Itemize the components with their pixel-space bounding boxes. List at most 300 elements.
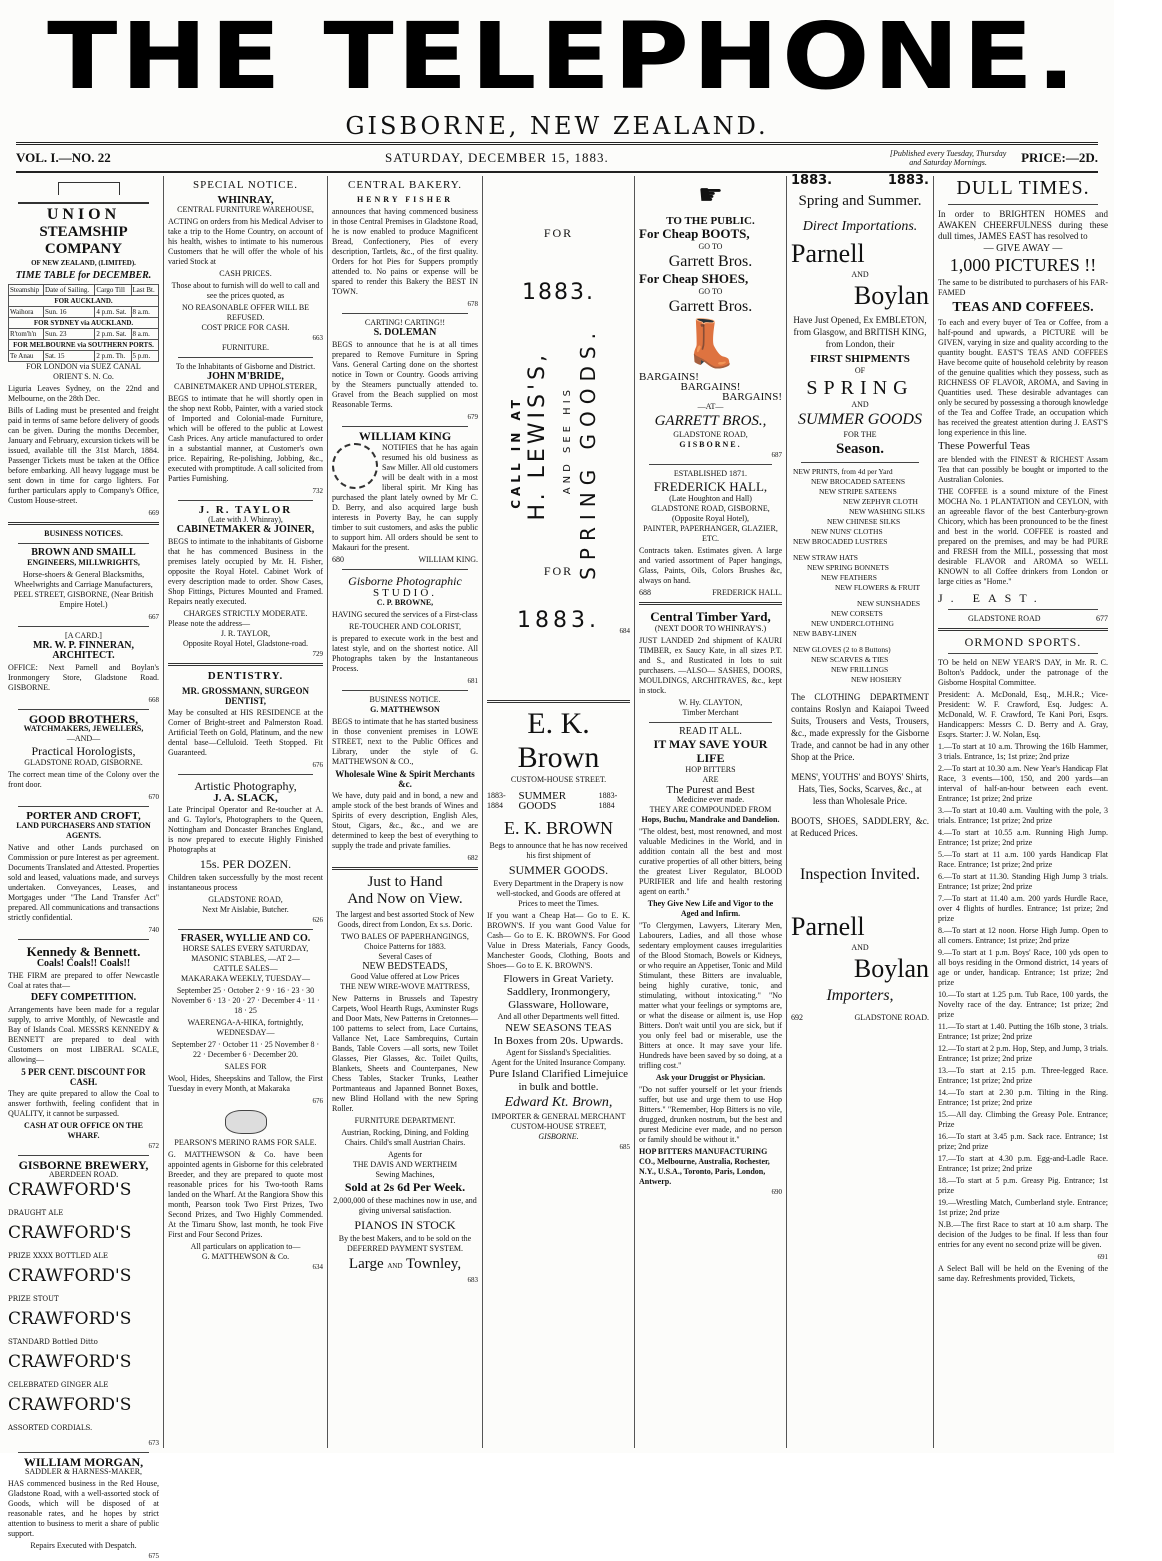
grossmann-body: May be consulted at HIS RESIDENCE at the Corner of Bright-street and Palmerston Road. Artificial Teeth on Gold, Platinum, and the new dental base—Celluloid. Teeth Stopped. Fit Guaranteed.	[168, 708, 323, 757]
large-name: Large	[348, 1256, 384, 1272]
list-item: NEW CORSETS	[831, 609, 883, 618]
compounded-line: THEY ARE COMPOUNDED FROM	[649, 805, 772, 814]
garrett-bros-2: Garrett Bros.	[668, 298, 753, 315]
direct-importations: Direct Importations.	[802, 219, 918, 234]
sold-body: 2,000,000 of these machines now in use, and giving universal satisfaction.	[333, 1196, 477, 1215]
hop-body: "The oldest, best, most renowned, and most valuable Medicines in the World, and in addition contain all the best and most curative properties of all other bitters, being the greatest Liver Regulator, BLOOD PURIFIER and life and health restoring agent on earth."	[639, 827, 782, 896]
price-line: 15s. PER DOZEN.	[199, 857, 292, 871]
masthead-title: THE TELEPHONE.	[47, 3, 1079, 110]
pointing-hand-icon: ☛	[697, 180, 724, 211]
clayton-sub: Timber Merchant	[682, 708, 739, 717]
list-item: NEW WASHING SILKS	[849, 507, 925, 516]
volume-number: VOL. I.—NO. 22	[16, 150, 111, 165]
wine-heading: Wholesale Wine & Spirit Merchants &c.	[335, 769, 475, 789]
steamship-icon	[18, 178, 149, 204]
gisborne-word: GISBORNE.	[679, 440, 742, 449]
section-heading: BUSINESS NOTICES.	[44, 529, 123, 538]
jth-body: The largest and best assorted Stock of New Goods, direct from London, Ex s.s. Doric.	[335, 910, 475, 929]
union-subtitle: STEAMSHIP COMPANY	[39, 224, 128, 257]
column-3	[328, 176, 483, 1448]
union-limited: OF NEW ZEALAND, (LIMITED).	[31, 259, 136, 267]
parnell-body: Have Just Opened, Ex EMBLETON, from Glasgow, and BRITISH KING, from London, their	[793, 315, 927, 349]
ram-icon	[225, 1110, 267, 1134]
morgan-body: HAS commenced business in the Red House, Gladstone Road, with a well-assorted stock of Goods, which will be disposed of at reasonable rates, and he hopes by strict attention to business to merit a share of public support.	[8, 1479, 159, 1538]
table-cell: Sun. 23	[44, 329, 95, 340]
table-cell: 2 p.m. Th.	[95, 351, 131, 362]
section-heading: SPECIAL NOTICE.	[192, 179, 299, 191]
purest-line: The Purest and Best	[666, 784, 755, 796]
coffee-body: THE COFFEE is a sound mixture of the Finest MOCHA No. 1 PLANTATION and CEYLON, with an agreeable flavor of the best Canterbury-grown Chicory, which has been pronounced to be the finest and best in the world. COFFEE is roasted and prepared on the premises, and may be had PURE and FRESH from the MILL, possessing that most desirable FLAVOR and AROMA so WELL KNOWN to all Coffee drinkers from London or large cities as "Home."	[938, 487, 1108, 586]
list-item: 8.—To start at 12 noon. Horse High Jump. Open to all comers. Entrance; 1st prize; 2nd prize	[938, 926, 1108, 945]
issue-date: SATURDAY, DECEMBER 15, 1883.	[385, 150, 609, 165]
browne-title: C. P. BROWNE,	[376, 598, 434, 607]
good-brothers-horologists: Practical Horologists,	[31, 744, 136, 758]
saw-blade-icon	[332, 443, 378, 489]
cheap-boots: For Cheap BOOTS,	[639, 226, 750, 241]
list-item: NEW BABY-LINEN	[793, 629, 857, 638]
ad-number: 692	[791, 1013, 803, 1022]
year-right: 1883.	[887, 173, 929, 188]
ormond-heading: ORMOND SPORTS.	[964, 635, 1082, 649]
spring-summer-heading: Spring and Summer.	[798, 193, 922, 209]
ad-number: 626	[312, 916, 323, 924]
bargains-3: BARGAINS!	[722, 391, 782, 403]
route-label: FOR SYDNEY via AUCKLAND.	[9, 318, 159, 329]
davis-line: THE DAVIS AND WERTHEIM	[352, 1160, 458, 1169]
east-address: GLADSTONE ROAD	[968, 614, 1041, 623]
apply-line: All particulars on application to—	[190, 1242, 301, 1251]
list-item: 16.—To start at 3.45 p.m. Sack race. Entrance; 1st prize; 2nd prize	[938, 1132, 1108, 1151]
ad-number: 634	[312, 1263, 323, 1271]
matthewson-title: G. MATTHEWSON	[370, 705, 440, 714]
ormond-body: TO be held on NEW YEAR'S DAY, in Mr. R. C. Bolton's Paddock, under the patronage of the Gisborne Hospital Committee.	[938, 658, 1108, 687]
ek-brown-body-2: Every Department in the Drapery is now well-stocked, and Goods are offered at Prices to meet the Times.	[493, 879, 624, 908]
column-6	[787, 173, 934, 1448]
good-brothers-and: —AND—	[66, 734, 101, 743]
list-item: NEW STRAW HATS	[793, 553, 858, 562]
table-cell: R'tom'h'n	[9, 329, 44, 340]
list-item: NEW STRIPE SATEENS	[819, 487, 897, 496]
hall-trade: PAINTER, PAPERHANGER, GLAZIER, ETC.	[643, 524, 778, 543]
custom-house-line: CUSTOM-HOUSE STREET.	[510, 775, 607, 784]
table-cell: Sun. 16	[44, 307, 95, 318]
new-life-line: They Give New Life and Vigor to the Aged and Infirm.	[647, 899, 774, 918]
table-row	[9, 307, 159, 318]
ad-number: 678	[467, 300, 478, 308]
boylan-title: Boylan	[853, 281, 929, 310]
hall-sign: FREDERICK HALL.	[712, 588, 782, 597]
ask-line: Ask your Druggist or Physician.	[655, 1073, 766, 1082]
list-item: CRAWFORD'S DRAUGHT ALE	[8, 1180, 132, 1217]
morgan-title: WILLIAM MORGAN,	[23, 1455, 144, 1469]
hops-line: Hops, Buchu, Mandrake and Dandelion.	[641, 815, 780, 824]
pictures-heading: 1,000 PICTURES !!	[949, 255, 1097, 275]
bargains-1: BARGAINS!	[639, 371, 699, 383]
list-item: NEW SUNSHADES	[857, 599, 920, 608]
goods-list	[791, 467, 929, 685]
table-cell: 8 a.m.	[131, 329, 158, 340]
column-7	[934, 176, 1112, 1448]
rams-heading: PEARSON'S MERINO RAMS FOR SALE.	[174, 1138, 317, 1147]
ad-number: 663	[312, 334, 323, 342]
hop-bitters: HOP BITTERS	[685, 765, 736, 774]
parnell-title: Parnell	[791, 239, 865, 268]
finneran-title: MR. W. P. FINNERAN, ARCHITECT.	[32, 640, 135, 661]
column-4	[483, 176, 635, 1448]
table-header: Last Bt.	[131, 285, 158, 296]
list-item: NEW HOSIERY	[851, 675, 902, 684]
dateline	[16, 142, 1098, 173]
brown-smaill-sub: ENGINEERS, MILLWRIGHTS,	[27, 558, 140, 567]
pianos-body: By the best Makers, and to be sold on the DEFERRED PAYMENT SYSTEM.	[338, 1234, 472, 1253]
list-item: NEW GLOVES (2 to 8 Buttons)	[793, 645, 891, 654]
defy-heading: DEFY COMPETITION.	[30, 992, 137, 1003]
ad-number: 685	[619, 1143, 630, 1151]
carting-heading: CARTING! CARTING!!	[364, 318, 446, 327]
of-word: OF	[854, 366, 866, 375]
and-word-3: AND	[851, 943, 869, 952]
list-item: NEW SCARVES & TIES	[811, 655, 889, 664]
inhabitants-line: To the Inhabitants of Gisborne and District.	[175, 362, 316, 371]
studio-title: STUDIO.	[372, 587, 438, 599]
taylor-name: J. R. TAYLOR,	[220, 629, 271, 638]
good-brothers-body: The correct mean time of the Colony over the front door.	[8, 770, 159, 789]
table-cell: 5 p.m.	[131, 351, 158, 362]
good-brothers-sub: WATCHMAKERS, JEWELLERS,	[23, 724, 144, 733]
column-5	[635, 176, 787, 1448]
timber-title: Central Timber Yard,	[650, 609, 771, 624]
hall-address: GLADSTONE ROAD, GISBORNE, (Opposite Royal Hotel),	[651, 504, 770, 523]
ad-number: 672	[148, 1142, 159, 1150]
year-left: 1883.	[791, 173, 833, 188]
ad-number: 679	[467, 413, 478, 421]
list-item: 15.—All day. Climbing the Greasy Pole. Entrance; Prize	[938, 1110, 1108, 1129]
and-word: AND	[387, 1262, 403, 1270]
waerenga-line: WAERENGA-A-HIKA, fortnightly, WEDNESDAY—	[187, 1018, 304, 1037]
photography-heading: Artistic Photography,	[194, 779, 297, 793]
hall-body: Contracts taken. Estimates given. A large and varied assortment of Paper hangings, Glass, Paints, Oils, Colors Brushes &c, always on hand.	[639, 546, 782, 585]
refused-line: NO REASONABLE OFFER WILL BE REFUSED.	[181, 303, 310, 322]
ad-number: 729	[312, 650, 323, 658]
list-item: 14.—To start at 2.30 p.m. Tilting in the Ring. Entrance; 1st prize; 2nd prize	[938, 1088, 1108, 1107]
boot-icon: 👢	[681, 318, 740, 369]
ad-number: 670	[148, 793, 159, 801]
spring-goods: SPRING GOODS.	[576, 326, 600, 580]
list-item: 2.—To start at 10.30 a.m. New Year's Handicap Flat Race, 3 events—100, 150, and 200 yards—an interval of half-an-hour between each event. Entrance; 1st prize; 2nd prize	[938, 764, 1108, 803]
flowers-line: Flowers in Great Variety.	[503, 973, 614, 985]
list-item: NEW UNDERCLOTHING	[811, 619, 894, 628]
bargains-2: BARGAINS!	[680, 381, 741, 393]
crawford-list	[8, 1180, 159, 1438]
list-item: 4.—To start at 10.55 a.m. Running High Jump. Entrance; 1st prize; 2nd prize	[938, 828, 1108, 847]
at-line: —AT—	[697, 402, 724, 411]
wharf-heading: CASH AT OUR OFFICE ON THE WHARF.	[24, 1121, 143, 1140]
liguria-text: Liguria Leaves Sydney, on the 22nd and Melbourne, on the 28th Dec.	[8, 384, 159, 403]
list-item: 19.—Wrestling Match, Cumberland style. Entrance; 1st prize; 2nd prize	[938, 1198, 1108, 1217]
spring-word: SPRING	[806, 377, 914, 399]
route-label: FOR AUCKLAND.	[9, 296, 159, 307]
brown-smaill-title: BROWN AND SMAILL	[31, 547, 136, 558]
list-item: NEW NUNS' CLOTHS	[811, 527, 883, 536]
list-item: NEW BROCADED LUSTRES	[793, 537, 888, 546]
timetable	[8, 284, 159, 362]
taylor-address: Opposite Royal Hotel, Gladstone-road.	[182, 639, 309, 648]
importer-line: IMPORTER & GENERAL MERCHANT	[491, 1112, 626, 1121]
east-sign: J. EAST.	[938, 591, 1045, 605]
wool-line: Wool, Hides, Sheepskins and Tallow, the First Tuesday in every Month, at Makaraka	[168, 1074, 323, 1093]
good-brothers-title: GOOD BROTHERS,	[28, 712, 139, 726]
matthewson-sign: G. MATTHEWSON & Co.	[201, 1252, 290, 1261]
mbride-body: BEGS to intimate that he will shortly open in the shop next Robb, Painter, with a varied stock of Imported and Colonial-made Furniture, which will be offered to the public at Lowest Cash Prices. Any article manufactured to order in a substantial manner, at Customer's own price. Repairing, Re-polishing, Jobbing, &c., executed with promptitude. A call solicited from Parties Furnishing.	[168, 394, 323, 483]
list-item: 10.—To start at 1.25 p.m. Tub Race, 100 yards, the Novelty race of the day. Entrance; 1st prize; 2nd prize	[938, 990, 1108, 1019]
are-word: ARE	[702, 775, 719, 784]
brewery-title: GISBORNE BREWERY,	[18, 1158, 149, 1172]
retoucher-line: RE-TOUCHER AND COLORIST,	[349, 622, 461, 631]
ormond-nb: N.B.—The first Race to start at 10 a.m sharp. The decision of the Judges to be final. If less than four entries for any event no second prize will be given.	[938, 1220, 1108, 1249]
powerful-teas: These Powerful Teas	[938, 440, 1030, 452]
list-item: 7.—To start at 11.40 a.m. 200 yards Hurdle Race, over 4 flights of hurdles. Entrance; 1st prize; 2nd prize	[938, 894, 1108, 923]
table-cell: 8 a.m.	[131, 307, 158, 318]
table-cell: Te Anau	[9, 351, 44, 362]
slack-body: Late Principal Operator and Re-toucher at A. and G. Taylor's, Photographers to the Queen, Nottingham and Doncaster Branches England, is now prepared to execute Highly Finished Photographs at	[168, 805, 323, 854]
mbride-sub: CABINETMAKER AND UPHOLSTERER,	[174, 382, 317, 391]
list-item: NEW FEATHERS	[821, 573, 877, 582]
agent-line-2: Agent for the United Insurance Company.	[491, 1058, 626, 1067]
paperhangings-sub: Choice Patterns for 1883.	[364, 942, 446, 951]
parnell-title-2: Parnell	[791, 912, 865, 941]
for-the: FOR THE	[843, 430, 877, 439]
sold-heading: Sold at 2s 6d Per Week.	[344, 1180, 466, 1194]
give-away: — GIVE AWAY —	[983, 243, 1063, 254]
importers-word: Importers,	[826, 987, 894, 1004]
waerenga-dates: September 27 · October 11 · 25 November 8 · 22 · December 6 · December 20.	[171, 1040, 320, 1059]
fisher-title: HENRY FISHER	[356, 195, 454, 204]
list-item: 5.—To start at 11 a.m. 100 yards Handicap Flat Race. Entrance; 1st prize; 2nd prize	[938, 850, 1108, 869]
cost-line: COST PRICE FOR CASH.	[201, 323, 290, 332]
go-to-2: GO TO	[698, 287, 723, 296]
union-body: Bills of Lading must be presented and freight paid in terms of same before delivery of goods can be given. During the months December, January and February, excursion tickets will be issued, available till the 31st March, 1884. Passenger Tickets must be taken at the Office before embarking. All heavy luggage must be sent down in time for cargo lighters. For further particulars apply to Company's Office, Custom House-street.	[8, 406, 159, 505]
porter-croft-sub: LAND PURCHASERS AND STATION AGENTS.	[16, 821, 151, 840]
list-item: CRAWFORD'S CELEBRATED GINGER ALE	[8, 1352, 132, 1389]
medicine-line: Medicine ever made.	[676, 795, 745, 804]
edward-brown-sign: Edward Kt. Brown,	[504, 1095, 613, 1110]
masthead-place: GISBORNE, NEW ZEALAND.	[345, 112, 769, 140]
inspection-invited: Inspection Invited.	[800, 866, 920, 883]
list-item: NEW SPRING BONNETS	[807, 563, 889, 572]
ad-number: 677	[1096, 614, 1108, 623]
furniture-heading: FURNITURE.	[222, 343, 269, 352]
table-cell: 4 p.m. Sat.	[95, 307, 131, 318]
to-the-public: TO THE PUBLIC.	[666, 215, 755, 227]
timetable-title: TIME TABLE for DECEMBER.	[15, 270, 152, 281]
ad-number: 690	[771, 1188, 782, 1196]
ad-number: 691	[1097, 1253, 1108, 1261]
cases-line: Several Cases of	[378, 952, 432, 961]
ormond-officials: President: A. McDonald, Esq., M.H.R.; Vice-President: W. F. Crawford, Esq. Judges: A. McDonald, W. F. Crawford, Te Kani Pori, Esqrs. Handicappers: Messrs C. D. Berry and A. Gray, Esqrs. Starter: J. W. Nolan, Esq.	[938, 690, 1108, 739]
paperhangings-line: TWO BALES OF PAPERHANGINGS,	[341, 932, 469, 941]
gladstone-road: GLADSTONE ROAD,	[673, 430, 748, 439]
clothing-dept: The CLOTHING DEPARTMENT contains Roslyn and Kaiapoi Tweed Suits, Trousers and Vests, Trousers, &c., made expressly for the Gisborne Trade, and cannot be had in any other Shop at the Price.	[791, 692, 929, 762]
established-line: ESTABLISHED 1871.	[673, 469, 748, 478]
column-2	[164, 176, 328, 1448]
list-item: 11.—To start at 1.40. Putting the 16lb stone, 3 trials. Entrance; 1st prize; 2nd prize	[938, 1022, 1108, 1041]
list-item: NEW BROCADED SATEENS	[811, 477, 906, 486]
coals-heading: Coals! Coals!! Coals!!	[36, 958, 131, 969]
ad-number: 684	[619, 627, 630, 635]
matthewson-body: G. MATTHEWSON & Co. have been appointed agents in Gisborne for this celebrated Breeder, and they are prepared to quote most reasonable prices for his Two-tooth Rams landed on the Wharf. At the Rangiora Show this month, Pearson took Two First Prizes, Two Second Prizes, and Two Highly Commended. At the Timaru Show, last month, he took Five First and Four Second Prizes.	[168, 1150, 323, 1239]
years-right: 1883-1884	[598, 791, 618, 810]
publication-schedule: [Published every Tuesday, Thursday and Saturday Mornings.	[889, 149, 1007, 167]
timber-body: JUST LANDED 2nd shipment of KAURI TIMBER, ex Saucy Kate, in all sizes P.T. and S., and Rusticated in lots to suit purchasers. —ALSO— SASHES, DOORS, MOULDINGS, ARCHITRAVES, &c., kept in stock.	[639, 636, 782, 695]
table-row	[9, 329, 159, 340]
doleman-title: S. DOLEMAN	[373, 327, 437, 338]
orient-line: ORIENT S. N. Co.	[53, 372, 114, 381]
finneran-body: OFFICE: Next Parnell and Boylan's Ironmongery Store, Gladstone Road. GISBORNE.	[8, 663, 159, 692]
east-body-4: are blended with the FINEST & RICHEST Assam Tea that can possibly be bought or imported to the Australian Colonies.	[938, 455, 1108, 484]
table-cell: 2 p.m. Sat.	[95, 329, 131, 340]
ad-number: 668	[148, 696, 159, 704]
hall-late: (Late Houghton and Hall)	[669, 494, 752, 503]
list-item: NEW FRILLINGS	[831, 665, 889, 674]
whinray-body: ACTING on orders from his Medical Adviser to take a trip to the Home Country, on account of his health, wishes to intimate to his numerous Customers that he will offer the whole of his varied Stock at	[168, 217, 323, 266]
list-item: 1.—To start at 10 a.m. Throwing the 16lb Hammer, 3 trials. Entrance, 1s; 1st prize; 2nd prize	[938, 742, 1108, 761]
slack-body-2: Children taken successfully by the most recent instantaneous process	[168, 873, 323, 892]
hop-company: HOP BITTERS MANUFACTURING CO., Melbourne, Australia, Rochester, N.Y., U.S.A., Toronto, Paris, London, Antwerp.	[639, 1147, 770, 1186]
teas-coffees-heading: TEAS AND COFFEES.	[952, 300, 1094, 315]
kennedy-title: Kennedy & Bennett.	[26, 944, 141, 959]
year-1883-2: 1883.	[517, 608, 600, 633]
ad-number: 675	[148, 1552, 159, 1560]
ek-brown-body: Begs to announce that he has now received his first shipment of	[489, 841, 628, 860]
dentistry-heading: DENTISTRY.	[207, 670, 284, 682]
sewing-line: Sewing Machines,	[375, 1170, 435, 1179]
table-header: Cargo Till	[95, 285, 131, 296]
go-to: GO TO	[698, 242, 723, 251]
garrett-bros-3: GARRETT BROS.,	[654, 413, 767, 429]
list-item: 13.—To start at 2.15 p.m. Three-legged Race. Entrance; 1st prize; 2nd prize	[938, 1066, 1108, 1085]
list-item: 9.—To start at 1 p.m. Boys' Race, 100 yds open to all boys residing in the Ormond district, 14 years of age or under, handicap. Entrance; 1st prize; 2nd prize	[938, 948, 1108, 987]
kennedy-body: THE FIRM are prepared to offer Newcastle Coal at rates that—	[8, 971, 159, 990]
summer-goods: SUMMER GOODS	[798, 411, 922, 428]
king-title: WILLIAM KING	[358, 429, 452, 443]
business-notice-heading: BUSINESS NOTICE.	[369, 695, 441, 704]
list-item: CRAWFORD'S ASSORTED CORDIALS.	[8, 1395, 132, 1432]
ball-line: A Select Ball will be held on the Evening of the same day. Refreshments provided, Tickets,	[938, 1264, 1108, 1283]
fraser-sub: HORSE SALES EVERY SATURDAY, MASONIC STABLES, —AT 2—	[182, 944, 309, 963]
cattle-heading: CATTLE SALES—	[213, 964, 278, 973]
grossmann-title: MR. GROSSMANN, SURGEON DENTIST,	[181, 686, 309, 706]
cheap-list: If you want a Cheap Hat— Go to E. K. BROWN'S. If you want Good Value for Cash— Go to E. K. BROWN'S. For Good Value in Dress Materials, Fancy Goods, Manchester Goods, Clothing, Boots and Shoes— Go to E. K. BROWN'S.	[487, 911, 630, 970]
mattress-heading: THE NEW WIRE-WOVE MATTRESS,	[340, 982, 470, 991]
table-header: Steamship	[9, 285, 44, 296]
route-label: FOR MELBOURNE via SOUTHERN PORTS.	[9, 340, 159, 351]
lewis-name: H. LEWIS'S,	[525, 351, 550, 521]
ad-number: 682	[467, 854, 478, 862]
ad-number: 681	[467, 677, 478, 685]
garrett-bros: Garrett Bros.	[668, 253, 753, 270]
hop-body-2: "To Clergymen, Lawyers, Literary Men, Labourers, Ladies, and all those whose sedentary employment causes irregularities of the Blood Stomach, Bowels or Kidneys, or who require an Appetiser, Tonic and Mild Stimulant, these Bitters are invaluable, being highly curative, tonic, and stimulating, without intoxicating." "No matter what your feelings or symptoms are, or what the disease or ailment is, use Hop Bitters. Don't wait until you are sick, but if you only feel bad or miserable, use the Bitters at once. It may save your life. Hundreds have been saved by so doing, at a trifling cost."	[639, 921, 782, 1070]
matthewson-notice-body: BEGS to intimate that he has started business in those convenient premises in LOWE STREET, next to the Public Offices and Library, under the style of G. MATTHEWSON & CO.,	[332, 717, 478, 766]
mbride-title: JOHN M'BRIDE,	[207, 371, 284, 382]
doleman-body: BEGS to announce that he is at all times prepared to Remove Furniture in Spring Vans. General Carting done on the shortest notice in Town or Country. Goods arriving by the Steamers punctually attended to. Gravel from the Beach supplied on most Reasonable Terms.	[332, 340, 478, 409]
agents-line: Agents for	[388, 1150, 422, 1159]
mattress-body: New Patterns in Brussels and Tapestry Carpets, Wool Hearth Rugs, Axminster Rugs and Door Mats, New Patterns in Cretonnes—100 patterns to select from, Lace Curtains, Vallance Net, Lace Sambrequins, Curtain Bands, Table Covers —all sorts, new Toilet Glasses, Pier Glasses, &c. Toilet Quilts, Blankets, Sheets and Counterpanes, New Chess Tables, Stacker Trunks, Leather Portmanteaus and Japanned Bonnet Boxes, new Blind Holland with the new Spring Roller.	[332, 994, 478, 1113]
east-body-3: To each and every buyer of Tea or Coffee, from a half-pound and upwards, a PICTURE will be GIVEN, varying in size and quality according to the quantity bought. EAST'S TEAS AND COFFEES Have become quite of household celebrity by reason of the genuine qualities which they possess, such as RICHNESS OF FLAVOR, AROMA, and Saving in Quantities used. These desirable advantages can only be secured by possessing a thorough knowledge of the Tea and Coffee Trade, an occupation which has received the greatest attention during J. EAST'S long experience in this line.	[938, 318, 1108, 437]
route-label: FOR LONDON via SUEZ CANAL	[26, 362, 141, 371]
boylan-title-2: Boylan	[853, 954, 929, 983]
king-sign: WILLIAM KING.	[418, 555, 478, 564]
slack-title: J. A. SLACK,	[213, 792, 278, 804]
ek-brown-title: E. K. Brown	[517, 707, 600, 774]
morgan-sub: SADDLER & HARNESS-MAKER,	[24, 1467, 143, 1476]
brown-smaill-body: Horse-shoers & General Blacksmiths, Wheelwrights and Carriage Manufacturers, PEEL STREET, GISBORNE, (Near British Empire Hotel.)	[13, 570, 154, 609]
east-body: In order to BRIGHTEN HOMES and AWAKEN CHEERFULNESS during these dull times, JAMES EAST has resolved to	[938, 209, 1108, 241]
ad-number: 667	[148, 613, 159, 621]
cheap-shoes: For Cheap SHOES,	[639, 271, 749, 286]
cash-prices: CASH PRICES.	[219, 269, 272, 278]
bakery-heading: CENTRAL BAKERY.	[347, 179, 462, 191]
photographic-title: Gisborne Photographic	[348, 574, 462, 588]
table-cell: Waihora	[9, 307, 44, 318]
union-title: UNION	[46, 206, 121, 223]
bedsteads-sub: Good Value offered at Low Prices	[350, 972, 460, 981]
sales-for: SALES FOR	[224, 1062, 267, 1071]
whinray-sub: CENTRAL FURNITURE WAREHOUSE,	[177, 205, 314, 214]
list-item: 12.—To start at 2 p.m. Hop, Step, and Jump, 3 trials. Entrance; 1st prize; 2nd prize	[938, 1044, 1108, 1063]
taylor-body: BEGS to intimate to the inhabitants of Gisborne that he has commenced Business in the premises lately occupied by Mr. H. Fisher, opposite the Royal Hotel. Cabinet Work of every description made to order. Show Cases, Shop Fittings, Pictures Mounted and Framed. Repairs neatly executed.	[168, 537, 323, 606]
furniture-dept-heading: FURNITURE DEPARTMENT.	[354, 1116, 456, 1125]
taylor-late: (Late with J. Whinray),	[208, 515, 283, 524]
makaraka-line: MAKARAKA WEEKLY, TUESDAY—	[181, 974, 310, 983]
table-cell: Sat. 15	[44, 351, 95, 362]
read-it-all: READ IT ALL.	[679, 726, 742, 737]
first-shipments: FIRST SHIPMENTS	[810, 353, 910, 365]
dull-times-heading: DULL TIMES.	[956, 177, 1090, 199]
matthewson-notice-body-2: We have, duty paid and in bond, a new and ample stock of the best brands of Wines and Spirits of every description, English Ales, Stout, Cigars, &c., &c., and we are determined to keep the best of everything to supply the trade and private families.	[332, 791, 478, 850]
charges-line: CHARGES STRICTLY MODERATE.	[183, 609, 308, 618]
list-item: NEW CHINESE SILKS	[827, 517, 901, 526]
season-word: Season.	[836, 441, 884, 457]
list-item: 18.—To start at 5 p.m. Greasy Pig. Entrance; 1st prize	[938, 1176, 1108, 1195]
makaraka-dates: September 25 · October 2 · 9 · 16 · 23 · 30 November 6 · 13 · 20 · 27 · December 4 · 11 · 18 · 25	[171, 986, 320, 1015]
ek-brown-title-2: E. K. BROWN	[504, 818, 613, 838]
custom-house-street: CUSTOM-HOUSE STREET,	[510, 1122, 607, 1131]
call-in-at: CALL IN AT	[509, 396, 523, 509]
issue-price: PRICE:—2D.	[1021, 150, 1098, 165]
kennedy-body-2: Arrangements have been made for a regular supply, to arrive Monthly, of Newcastle and Bay of Islands Coal. MESSRS KENNEDY & BENNETT are prepared to deal with Customers on most LIBERAL SCALE, allowing—	[8, 1005, 159, 1064]
limejuice-line: Pure Island Clarified Limejuice in bulk and bottle.	[489, 1068, 628, 1093]
saddlery-line: Saddlery, Ironmongery, Glassware, Holloware,	[506, 986, 611, 1011]
teas-line: NEW SEASONS TEAS	[505, 1022, 612, 1034]
east-body-2: The same to be distributed to purchasers of his FAR-FAMED	[938, 278, 1108, 297]
list-item: NEW PRINTS, from 4d per Yard	[793, 467, 893, 476]
summer-goods-2: SUMMER GOODS.	[508, 863, 609, 877]
list-item: CRAWFORD'S PRIZE XXXX BOTTLED ALE	[8, 1223, 132, 1260]
card-label: [A CARD.]	[65, 631, 102, 640]
fisher-body: announces that having commenced business in those Central Premises in Gladstone Road, he is now enabled to produce Magnificent Bread, Confectionery, Pies of every description, Tartlets, &c., of the first quality. Orders for hot Pies for Suppers promptly attended to. No pains or expense will be spared to render this Bakery the BEST IN TOWN.	[332, 207, 478, 296]
list-item: CRAWFORD'S STANDARD Bottled Ditto	[8, 1309, 132, 1346]
slack-address-2: Next Mr Aislabie, Butcher.	[202, 905, 289, 914]
porter-croft-title: PORTER AND CROFT,	[26, 810, 141, 822]
slack-address: GLADSTONE ROAD,	[208, 895, 283, 904]
and-word: AND	[851, 270, 869, 279]
table-header: Date of Sailing.	[44, 285, 95, 296]
discount-heading: 5 PER CENT. DISCOUNT FOR CASH.	[21, 1067, 146, 1087]
hop-body-3: "Do not suffer yourself or let your friends suffer, but use and urge them to use Hop Bitters." "Remember, Hop Bitters is no vile, drugged, drunken nostrum, but the best and purest Medicine ever made, and no person or family should be without it."	[639, 1085, 782, 1144]
and-word-2: AND	[851, 400, 869, 409]
whinray-body-2: Those about to furnish will do well to call and see the prices quoted, as	[171, 281, 320, 300]
list-item: CRAWFORD'S PRIZE STOUT	[8, 1266, 132, 1303]
